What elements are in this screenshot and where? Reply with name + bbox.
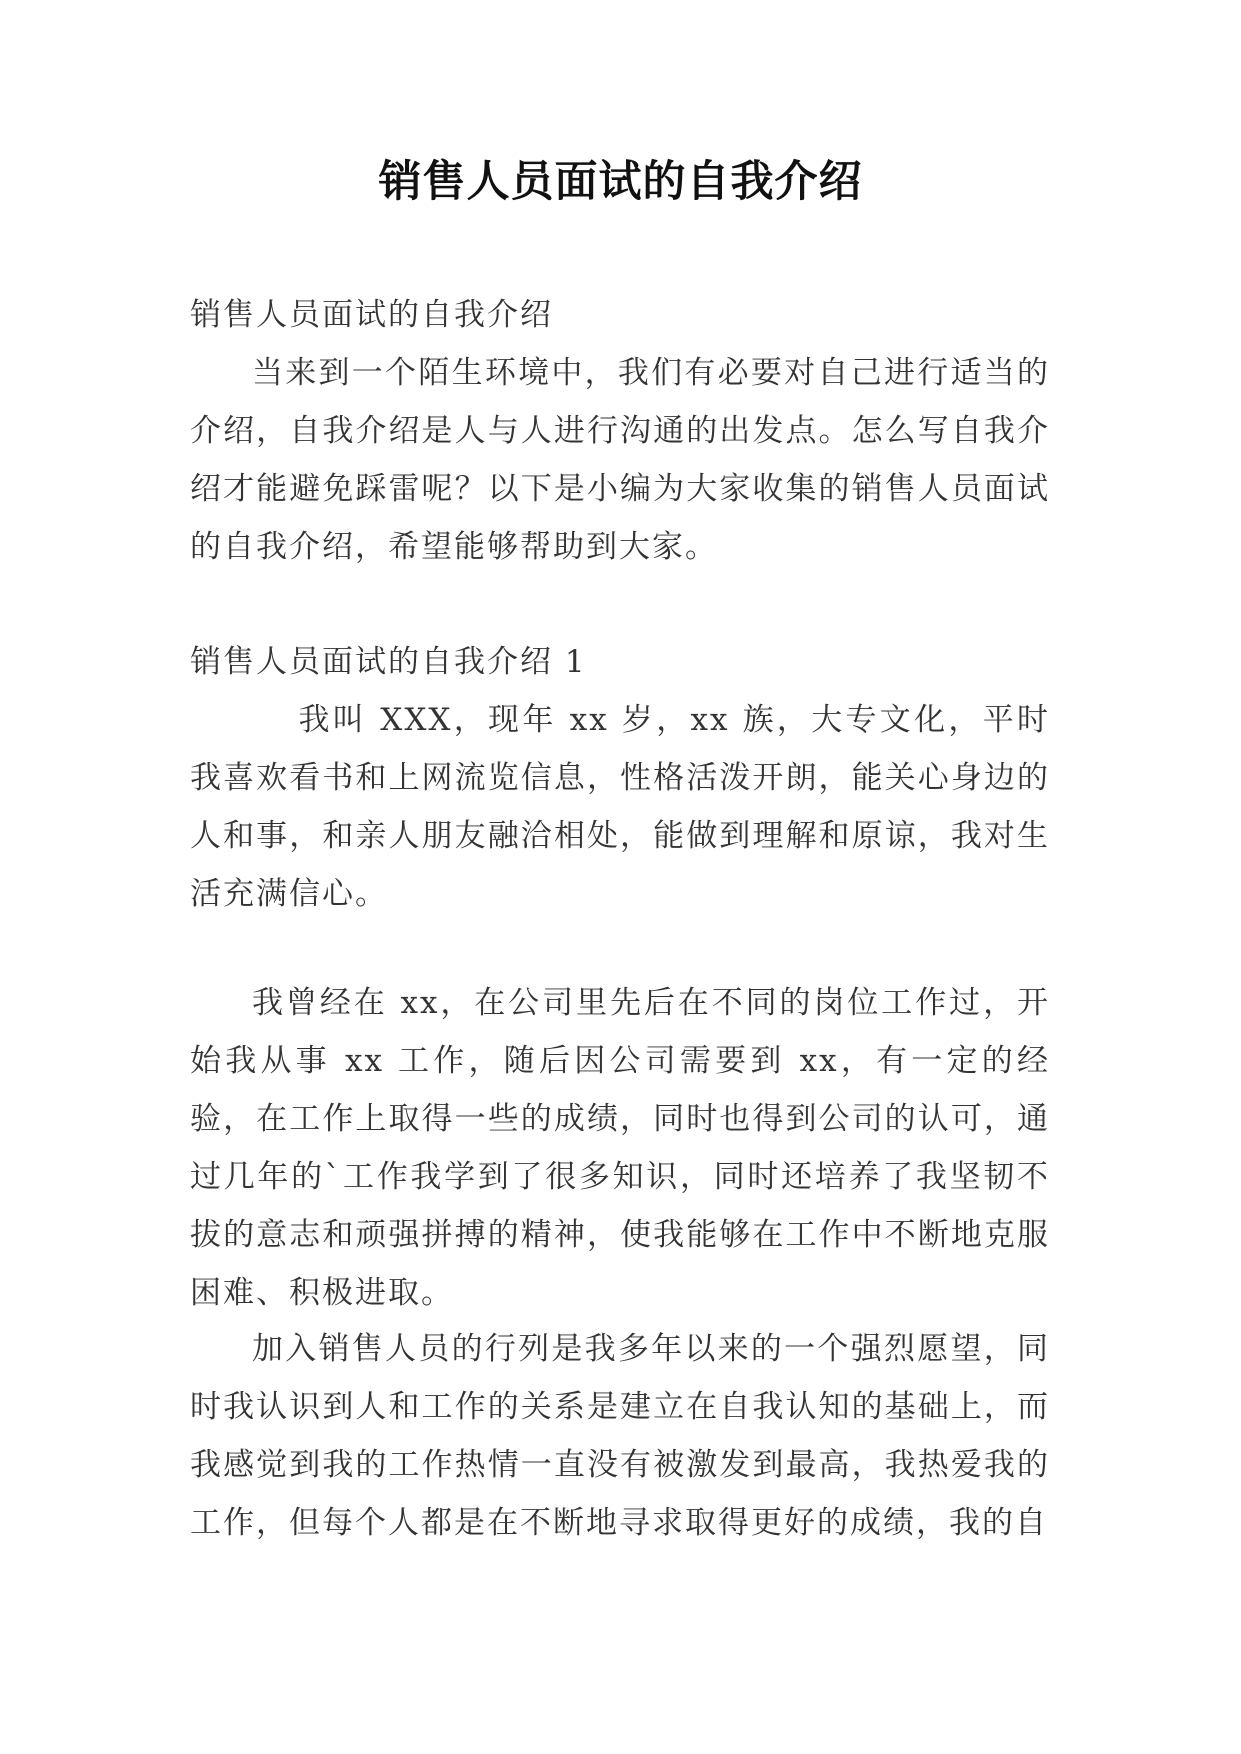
section-paragraph-2: 我曾经在 xx，在公司里先后在不同的岗位工作过，开始我从事 xx 工作，随后因公司需要到 xx，有一定的经验，在工作上取得一些的成绩，同时也得到公司的认可，通过几年的`工作我学到了很多知识，同时还培养了我坚韧不拔的意志和顽强拼搏的精神，使我能够在工作中不断地克服困难、积极进取。 <box>190 985 1050 1311</box>
section-heading: 销售人员面试的自我介绍 1 <box>190 644 587 680</box>
document-title: 销售人员面试的自我介绍 <box>378 157 863 207</box>
intro-heading: 销售人员面试的自我介绍 <box>190 297 553 333</box>
intro-paragraph: 当来到一个陌生环境中，我们有必要对自己进行适当的介绍，自我介绍是人与人进行沟通的出发点。怎么写自我介绍才能避免踩雷呢？以下是小编为大家收集的销售人员面试的自我介绍，希望能够帮助到大家。 <box>190 355 1050 565</box>
section-paragraph-3: 加入销售人员的行列是我多年以来的一个强烈愿望，同时我认识到人和工作的关系是建立在自我认知的基础上，而我感觉到我的工作热情一直没有被激发到最高，我热爱我的工作，但每个人都是在不断地寻求取得更好的成绩，我的自 <box>190 1331 1050 1541</box>
section-paragraph-1: 我叫 XXX，现年 xx 岁，xx 族，大专文化，平时我喜欢看书和上网流览信息，性格活泼开朗，能关心身边的人和事，和亲人朋友融洽相处，能做到理解和原谅，我对生活充满信心。 <box>190 702 1050 912</box>
